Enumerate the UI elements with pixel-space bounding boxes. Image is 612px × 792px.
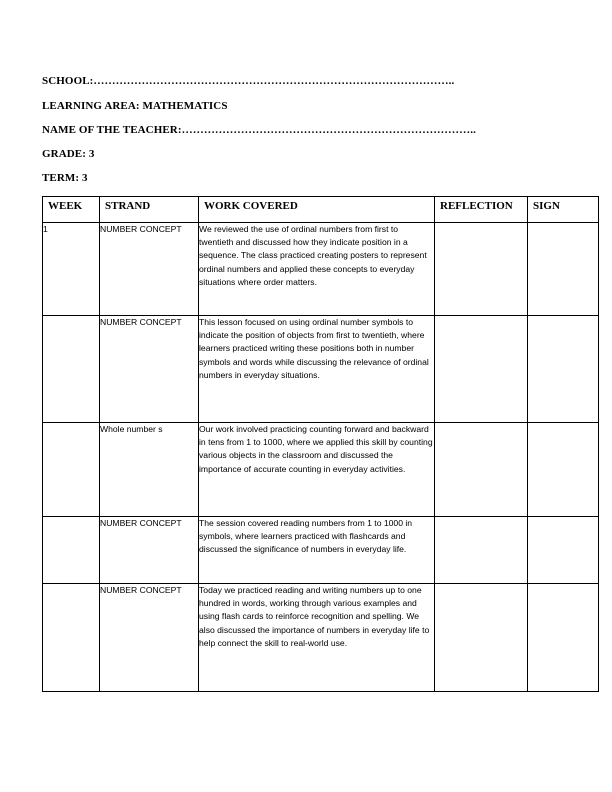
table-row	[43, 423, 599, 517]
term-label: TERM: 3	[42, 172, 88, 184]
sign-cell	[528, 584, 599, 692]
learning-area-label: LEARNING AREA: MATHEMATICS	[42, 100, 228, 112]
teacher-name-field: NAME OF THE TEACHER:……………………………………………………………………..	[42, 124, 476, 136]
column-header-week: WEEK	[43, 197, 100, 223]
record-of-work-table	[42, 196, 599, 692]
reflection-cell	[435, 517, 528, 584]
week-cell	[43, 584, 100, 692]
week-cell	[43, 316, 100, 423]
school-field: SCHOOL:……………………………………………………………………………………..	[42, 75, 455, 87]
column-header-sign: SIGN	[528, 197, 599, 223]
grade-label: GRADE: 3	[42, 148, 95, 160]
reflection-cell	[435, 316, 528, 423]
week-cell	[43, 423, 100, 517]
week-cell	[43, 517, 100, 584]
column-header-reflection: REFLECTION	[435, 197, 528, 223]
table-row	[43, 584, 599, 692]
reflection-cell	[435, 223, 528, 316]
sign-cell	[528, 423, 599, 517]
column-header-strand: STRAND	[100, 197, 199, 223]
column-header-work-covered: WORK COVERED	[199, 197, 435, 223]
sign-cell	[528, 316, 599, 423]
week-cell: 1	[43, 223, 100, 316]
reflection-cell	[435, 423, 528, 517]
work-covered-cell: Our work involved practicing counting forward and backward in tens from 1 to 1000, where we applied this skill by counting various objects in the classroom and discussed the importance of accurate counting in everyday activities.	[199, 423, 435, 517]
strand-cell: NUMBER CONCEPT	[100, 223, 199, 316]
table-header-row	[43, 197, 599, 223]
table-row	[43, 316, 599, 423]
work-covered-cell: Today we practiced reading and writing numbers up to one hundred in words, working through various examples and using flash cards to reinforce recognition and spelling. We also discussed the importance of numbers in everyday life to help connect the skill to real-world use.	[199, 584, 435, 692]
reflection-cell	[435, 584, 528, 692]
sign-cell	[528, 517, 599, 584]
strand-cell: NUMBER CONCEPT	[100, 517, 199, 584]
table-row	[43, 223, 599, 316]
work-covered-cell: The session covered reading numbers from 1 to 1000 in symbols, where learners practiced with flashcards and discussed the significance of numbers in everyday life.	[199, 517, 435, 584]
sign-cell	[528, 223, 599, 316]
strand-cell: Whole number s	[100, 423, 199, 517]
table-row	[43, 517, 599, 584]
work-covered-cell: This lesson focused on using ordinal number symbols to indicate the position of objects from first to twentieth, where learners practiced writing these positions both in number symbols and words while discussing the relevance of ordinal numbers in everyday situations.	[199, 316, 435, 423]
strand-cell: NUMBER CONCEPT	[100, 316, 199, 423]
strand-cell: NUMBER CONCEPT	[100, 584, 199, 692]
work-covered-cell: We reviewed the use of ordinal numbers from first to twentieth and discussed how they indicate position in a sequence. The class practiced creating posters to represent ordinal numbers and applied these concepts to everyday situations where order matters.	[199, 223, 435, 316]
